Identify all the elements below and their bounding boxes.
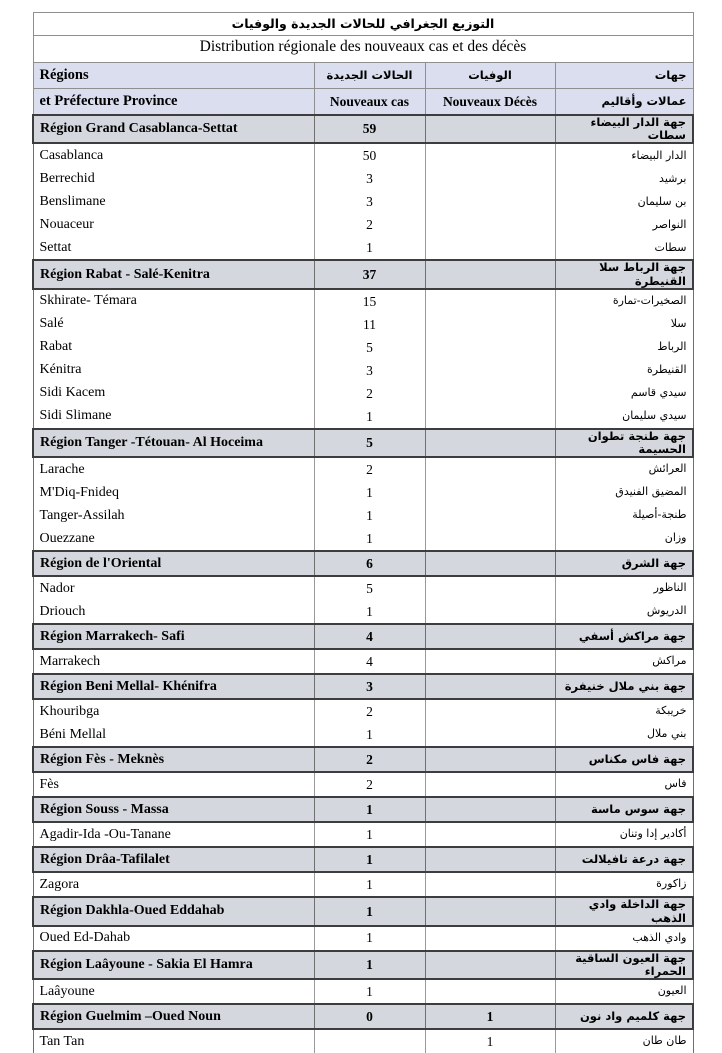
region-row — [33, 951, 693, 979]
province-new-deaths — [425, 600, 555, 624]
region-row — [33, 115, 693, 143]
province-new-deaths — [425, 213, 555, 236]
region-name-ar: جهة كلميم واد نون — [555, 1004, 693, 1029]
province-row — [33, 313, 693, 336]
province-name-fr: Benslimane — [33, 190, 314, 213]
region-new-deaths — [425, 797, 555, 822]
province-new-deaths — [425, 872, 555, 897]
province-name-fr: Nouaceur — [33, 213, 314, 236]
region-name-ar: جهة الداخلة وادي الذهب — [555, 897, 693, 925]
region-new-deaths — [425, 674, 555, 699]
region-name-ar: جهة سوس ماسة — [555, 797, 693, 822]
province-row — [33, 190, 693, 213]
province-new-cases: 15 — [314, 289, 425, 313]
province-row — [33, 723, 693, 747]
province-row — [33, 699, 693, 723]
column-header-prefecture-ar: عمالات وأقاليم — [555, 89, 693, 116]
province-new-cases: 1 — [314, 481, 425, 504]
title-row-arabic — [33, 13, 693, 36]
province-name-fr: Salé — [33, 313, 314, 336]
province-name-ar: فاس — [555, 772, 693, 797]
province-name-fr: Driouch — [33, 600, 314, 624]
region-name-fr: Région Rabat - Salé-Kenitra — [33, 260, 314, 288]
table-title-french: Distribution régionale des nouveaux cas et des décès — [40, 38, 687, 56]
province-new-cases: 1 — [314, 723, 425, 747]
province-name-ar: العيون — [555, 979, 693, 1004]
region-new-cases: 1 — [314, 897, 425, 925]
province-row — [33, 382, 693, 405]
province-row — [33, 1029, 693, 1053]
province-name-fr: Rabat — [33, 336, 314, 359]
province-name-fr: Agadir-Ida -Ou-Tanane — [33, 822, 314, 847]
province-name-ar: الرباط — [555, 336, 693, 359]
province-name-fr: Khouribga — [33, 699, 314, 723]
region-name-ar: جهة درعة تافيلالت — [555, 847, 693, 872]
province-name-ar: طنجة-أصيلة — [555, 504, 693, 527]
province-row — [33, 772, 693, 797]
region-name-fr: Région Tanger -Tétouan- Al Hoceima — [33, 429, 314, 457]
column-header-row-1 — [33, 63, 693, 89]
province-row — [33, 336, 693, 359]
province-name-fr: Kénitra — [33, 359, 314, 382]
region-name-fr: Région Grand Casablanca-Settat — [33, 115, 314, 143]
province-new-cases: 50 — [314, 143, 425, 167]
region-row — [33, 260, 693, 288]
province-name-fr: Fès — [33, 772, 314, 797]
region-new-cases: 1 — [314, 951, 425, 979]
province-new-deaths — [425, 822, 555, 847]
province-name-fr: M'Diq-Fnideq — [33, 481, 314, 504]
province-name-ar: الناظور — [555, 576, 693, 600]
province-name-ar: المضيق الفنيدق — [555, 481, 693, 504]
province-new-cases: 3 — [314, 359, 425, 382]
province-name-ar: مراكش — [555, 649, 693, 674]
province-new-cases: 3 — [314, 167, 425, 190]
province-row — [33, 926, 693, 951]
province-new-cases: 1 — [314, 600, 425, 624]
region-name-fr: Région Dakhla-Oued Eddahab — [33, 897, 314, 925]
province-new-deaths — [425, 236, 555, 260]
province-new-cases: 2 — [314, 382, 425, 405]
province-new-deaths — [425, 649, 555, 674]
table-subtitle-cell — [33, 36, 693, 63]
province-name-fr: Sidi Kacem — [33, 382, 314, 405]
province-new-deaths — [425, 336, 555, 359]
region-name-ar: جهة بني ملال خنيفرة — [555, 674, 693, 699]
province-name-ar: وادي الذهب — [555, 926, 693, 951]
province-name-fr: Béni Mellal — [33, 723, 314, 747]
province-row — [33, 481, 693, 504]
province-row — [33, 289, 693, 313]
region-row — [33, 1004, 693, 1029]
region-row — [33, 429, 693, 457]
province-row — [33, 213, 693, 236]
province-new-cases: 1 — [314, 872, 425, 897]
province-row — [33, 457, 693, 481]
province-name-fr: Casablanca — [33, 143, 314, 167]
column-header-regions-ar: جهات — [555, 63, 693, 89]
region-new-cases: 3 — [314, 674, 425, 699]
region-name-ar: جهة الشرق — [555, 551, 693, 576]
region-row — [33, 897, 693, 925]
province-row — [33, 576, 693, 600]
column-header-deaths-ar: الوفيات — [425, 63, 555, 89]
region-name-fr: Région Guelmim –Oued Noun — [33, 1004, 314, 1029]
province-name-fr: Laâyoune — [33, 979, 314, 1004]
province-new-cases: 5 — [314, 576, 425, 600]
province-name-fr: Settat — [33, 236, 314, 260]
province-row — [33, 143, 693, 167]
region-row — [33, 847, 693, 872]
column-header-cases-fr: Nouveaux cas — [314, 89, 425, 116]
province-new-deaths — [425, 143, 555, 167]
province-new-cases: 1 — [314, 979, 425, 1004]
region-name-fr: Région Beni Mellal- Khénifra — [33, 674, 314, 699]
province-row — [33, 872, 693, 897]
province-new-cases: 2 — [314, 772, 425, 797]
province-name-ar: زاكورة — [555, 872, 693, 897]
province-new-cases — [314, 1029, 425, 1053]
province-new-cases: 1 — [314, 405, 425, 429]
title-row-french — [33, 36, 693, 63]
region-name-fr: Région Drâa-Tafilalet — [33, 847, 314, 872]
province-new-deaths — [425, 576, 555, 600]
province-new-cases: 2 — [314, 213, 425, 236]
province-new-cases: 5 — [314, 336, 425, 359]
region-new-cases: 2 — [314, 747, 425, 772]
column-header-deaths-fr: Nouveaux Décès — [425, 89, 555, 116]
region-row — [33, 674, 693, 699]
region-name-ar: جهة طنجة تطوان الحسيمة — [555, 429, 693, 457]
province-name-ar: سيدي سليمان — [555, 405, 693, 429]
province-row — [33, 979, 693, 1004]
province-new-deaths — [425, 167, 555, 190]
province-row — [33, 167, 693, 190]
region-new-cases: 1 — [314, 797, 425, 822]
province-name-ar: القنيطرة — [555, 359, 693, 382]
province-name-ar: النواصر — [555, 213, 693, 236]
province-new-deaths — [425, 926, 555, 951]
province-name-ar: سلا — [555, 313, 693, 336]
province-new-deaths — [425, 772, 555, 797]
region-new-cases: 37 — [314, 260, 425, 288]
region-new-deaths — [425, 115, 555, 143]
province-name-ar: الدار البيضاء — [555, 143, 693, 167]
province-name-ar: برشيد — [555, 167, 693, 190]
province-new-cases: 3 — [314, 190, 425, 213]
province-row — [33, 527, 693, 551]
region-name-ar: جهة مراكش أسفي — [555, 624, 693, 649]
province-new-deaths — [425, 504, 555, 527]
table-title-cell — [33, 13, 693, 36]
province-new-deaths — [425, 313, 555, 336]
province-name-fr: Oued Ed-Dahab — [33, 926, 314, 951]
province-new-cases: 1 — [314, 236, 425, 260]
province-name-ar: طان طان — [555, 1029, 693, 1053]
province-name-fr: Zagora — [33, 872, 314, 897]
province-row — [33, 405, 693, 429]
province-new-deaths — [425, 382, 555, 405]
province-new-deaths — [425, 457, 555, 481]
column-header-regions-fr: Régions — [33, 63, 314, 89]
province-row — [33, 600, 693, 624]
province-name-ar: وزان — [555, 527, 693, 551]
table-body — [33, 13, 693, 1053]
province-name-fr: Tan Tan — [33, 1029, 314, 1053]
province-name-ar: بني ملال — [555, 723, 693, 747]
province-row — [33, 822, 693, 847]
province-row — [33, 504, 693, 527]
province-new-deaths — [425, 190, 555, 213]
province-new-deaths — [425, 527, 555, 551]
regional-distribution-table — [32, 12, 694, 1053]
province-name-fr: Tanger-Assilah — [33, 504, 314, 527]
province-new-deaths — [425, 699, 555, 723]
region-new-deaths — [425, 260, 555, 288]
region-name-ar: جهة الدار البيضاء سطات — [555, 115, 693, 143]
province-name-fr: Sidi Slimane — [33, 405, 314, 429]
province-new-cases: 2 — [314, 457, 425, 481]
province-name-fr: Larache — [33, 457, 314, 481]
province-name-ar: سيدي قاسم — [555, 382, 693, 405]
province-new-cases: 1 — [314, 527, 425, 551]
province-row — [33, 359, 693, 382]
province-name-ar: العرائش — [555, 457, 693, 481]
region-name-fr: Région Marrakech- Safi — [33, 624, 314, 649]
province-name-fr: Marrakech — [33, 649, 314, 674]
province-new-deaths — [425, 359, 555, 382]
province-new-cases: 1 — [314, 504, 425, 527]
province-name-ar: سطات — [555, 236, 693, 260]
province-row — [33, 236, 693, 260]
region-new-deaths — [425, 429, 555, 457]
region-name-fr: Région de l'Oriental — [33, 551, 314, 576]
region-name-fr: Région Souss - Massa — [33, 797, 314, 822]
region-row — [33, 747, 693, 772]
province-new-cases: 2 — [314, 699, 425, 723]
province-new-deaths — [425, 979, 555, 1004]
region-new-deaths — [425, 551, 555, 576]
region-new-cases: 0 — [314, 1004, 425, 1029]
province-name-ar: أكادير إدا وتنان — [555, 822, 693, 847]
province-new-deaths — [425, 405, 555, 429]
region-name-ar: جهة الرباط سلا القنيطرة — [555, 260, 693, 288]
region-new-cases: 5 — [314, 429, 425, 457]
province-new-deaths — [425, 481, 555, 504]
province-new-deaths: 1 — [425, 1029, 555, 1053]
region-name-fr: Région Fès - Meknès — [33, 747, 314, 772]
column-header-cases-ar: الحالات الجديدة — [314, 63, 425, 89]
region-name-ar: جهة العيون الساقية الحمراء — [555, 951, 693, 979]
province-new-cases: 1 — [314, 822, 425, 847]
region-new-cases: 4 — [314, 624, 425, 649]
region-new-cases: 59 — [314, 115, 425, 143]
province-name-fr: Ouezzane — [33, 527, 314, 551]
province-row — [33, 649, 693, 674]
region-new-cases: 1 — [314, 847, 425, 872]
region-row — [33, 797, 693, 822]
region-name-ar: جهة فاس مكناس — [555, 747, 693, 772]
region-new-deaths — [425, 624, 555, 649]
region-new-deaths — [425, 747, 555, 772]
province-name-ar: خريبكة — [555, 699, 693, 723]
province-name-fr: Nador — [33, 576, 314, 600]
table-title-arabic: التوزيع الجغرافي للحالات الجديدة والوفيات — [40, 17, 687, 31]
province-new-deaths — [425, 723, 555, 747]
province-new-cases: 11 — [314, 313, 425, 336]
column-header-row-2 — [33, 89, 693, 116]
region-name-fr: Région Laâyoune - Sakia El Hamra — [33, 951, 314, 979]
province-name-ar: الدريوش — [555, 600, 693, 624]
region-new-cases: 6 — [314, 551, 425, 576]
region-new-deaths — [425, 897, 555, 925]
province-new-cases: 4 — [314, 649, 425, 674]
region-row — [33, 624, 693, 649]
column-header-prefecture-fr: et Préfecture Province — [33, 89, 314, 116]
province-name-fr: Berrechid — [33, 167, 314, 190]
province-new-cases: 1 — [314, 926, 425, 951]
province-name-ar: الصخيرات-تمارة — [555, 289, 693, 313]
province-name-fr: Skhirate- Témara — [33, 289, 314, 313]
region-new-deaths — [425, 847, 555, 872]
region-new-deaths: 1 — [425, 1004, 555, 1029]
region-row — [33, 551, 693, 576]
region-new-deaths — [425, 951, 555, 979]
province-name-ar: بن سليمان — [555, 190, 693, 213]
province-new-deaths — [425, 289, 555, 313]
